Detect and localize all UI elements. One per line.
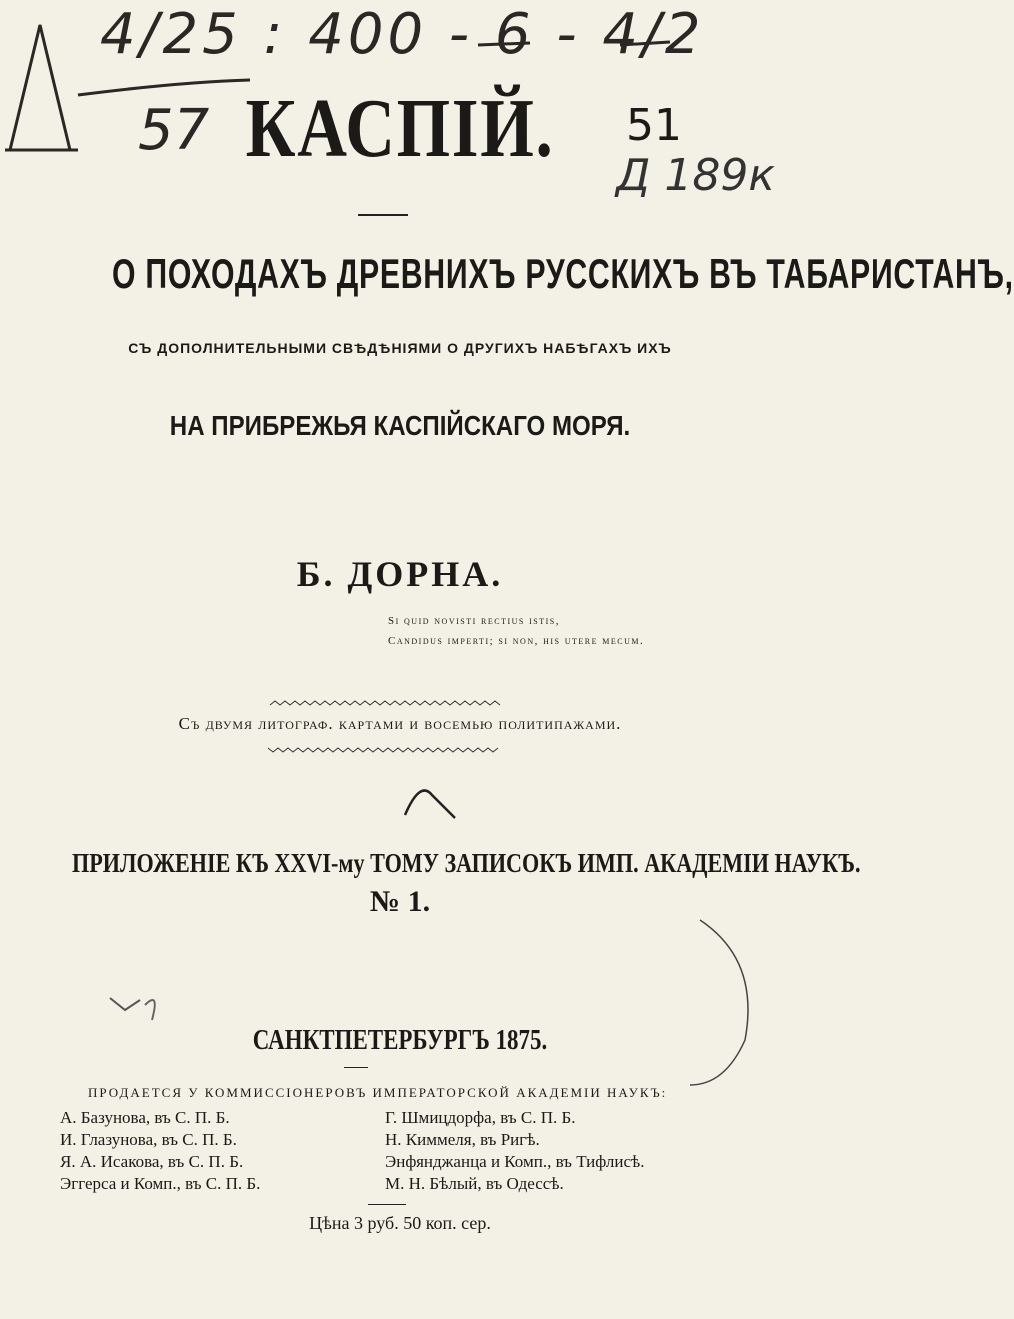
title: КАСПІЙ.: [245, 82, 555, 175]
price: Цѣна 3 руб. 50 коп. сер.: [309, 1213, 491, 1233]
maps-line: Съ двумя литограф. картами и восемью политипажами.: [178, 714, 622, 733]
subtitle-seas: НА ПРИБРЕЖЬЯ КАСПІЙСКАГО МОРЯ.: [169, 410, 631, 441]
price-rule: [368, 1204, 406, 1205]
stamp-51: 51: [626, 100, 682, 151]
stamp-d189k: Д 189к: [616, 150, 775, 201]
handwritten-letter-d: [5, 25, 78, 150]
seller-left-2: И. Глазунова, въ С. П. Б.: [60, 1130, 237, 1149]
seller-left-4: Эггерса и Комп., въ С. П. Б.: [60, 1174, 261, 1193]
stamp-outline: [690, 920, 748, 1085]
main-title: О ПОХОДАХЪ ДРЕВНИХЪ РУССКИХЪ ВЪ ТАБАРИСТАНЪ,: [112, 250, 1014, 297]
handwritten-left-mark: 57: [138, 98, 210, 163]
city-rule: [344, 1067, 368, 1068]
author: Б. ДОРНА.: [296, 554, 504, 594]
seller-right-2: Н. Киммеля, въ Ригѣ.: [385, 1130, 540, 1149]
pencil-mark-1: [110, 998, 140, 1010]
seller-left-1: А. Базунова, въ С. П. Б.: [60, 1108, 230, 1127]
seller-right-1: Г. Шмицдорфа, въ С. П. Б.: [385, 1108, 576, 1127]
ornament-rule-top: [270, 701, 500, 705]
pencil-mark-2: [145, 1000, 155, 1020]
city-year: САНКТПЕТЕРБУРГЪ 1875.: [252, 1025, 548, 1056]
appendix-line: ПРИЛОЖЕНІЕ КЪ XXVI-му ТОМУ ЗАПИСОКЪ ИМП. АКАДЕМІИ НАУКЪ.: [72, 848, 861, 878]
seller-left-3: Я. А. Исакова, въ С. П. Б.: [60, 1152, 244, 1171]
ornament-rule-bottom: [268, 748, 498, 752]
title-rule: [358, 214, 408, 216]
handwritten-top-note: 4/25 : 400 - 6 - 4/2: [100, 2, 705, 67]
sold-by: ПРОДАЕТСЯ У КОММИССІОНЕРОВЪ ИМПЕРАТОРСКОЙ АКАДЕМІИ НАУКЪ:: [88, 1085, 668, 1100]
seller-right-3: Энфянджанца и Комп., въ Тифлисѣ.: [385, 1152, 645, 1171]
issue-number: № 1.: [369, 885, 431, 918]
ornament-flourish: [405, 791, 455, 819]
epigraph-line-1: Si quid novisti rectius istis,: [388, 615, 560, 627]
subtitle: СЪ ДОПОЛНИТЕЛЬНЫМИ СВѢДѢНІЯМИ О ДРУГИХЪ НАБѢГАХЪ ИХЪ: [128, 340, 672, 356]
epigraph-line-2: Candidus imperti; si non, his utere mecum.: [388, 635, 645, 647]
seller-right-4: М. Н. Бѣлый, въ Одессѣ.: [385, 1174, 564, 1193]
